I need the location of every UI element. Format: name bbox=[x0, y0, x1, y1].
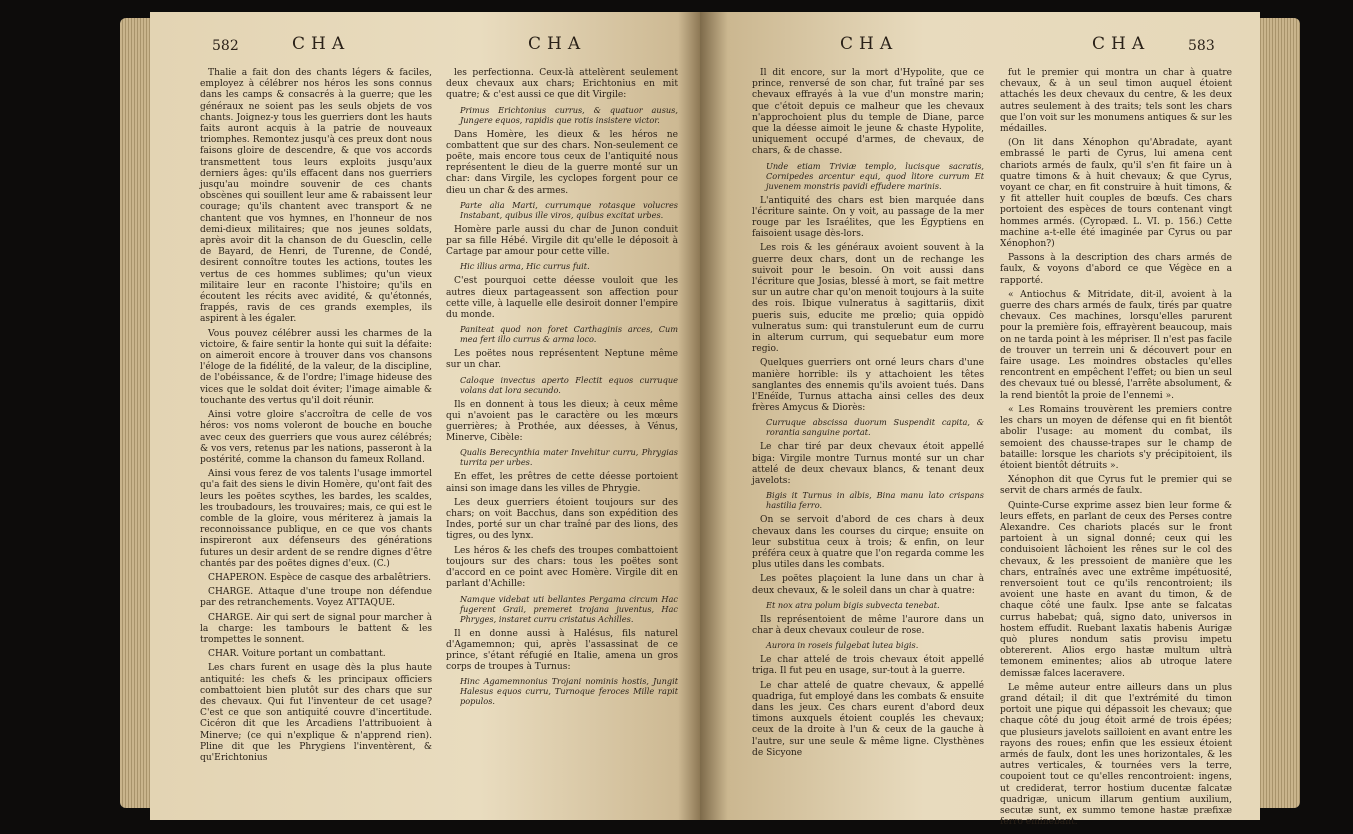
verse-quote: Parte alia Marti, currumque rotasque volucres Instabant, quibus ille viros, quibus excitat urbes. bbox=[460, 199, 678, 220]
paragraph: (On lit dans Xénophon qu'Abradate, ayant embrassé le parti de Cyrus, lui amena cent chariots armés de faulx, qu'il s'en fit faire un à quatre timons & à huit chevaux; & que Cyrus, voyant ce char, en fit construire à huit timons, & y fit atteller huit couples de bœufs. Ces chars portoient des espèces de tours contenant vingt hommes armés. (Cyropæd. L. VI. p. 156.) Cette machine a-t-elle été imaginée par Cyrus ou par Xénophon?) bbox=[1000, 138, 1232, 250]
page-number: 583 bbox=[1188, 38, 1215, 54]
running-header-left: CHA bbox=[840, 34, 899, 54]
running-header-right: CHA bbox=[528, 34, 587, 54]
paragraph: Le char attelé de quatre chevaux, & appellé quadriga, fut employé dans les combats & ensuite dans les jeux. Ces chars eurent d'abord deux timons auxquels étoient couplés les chevaux; ceux de la droite à l'un & ceux de la gauche à l'autre, sur une seule & même ligne. Clysthènes de Sicyone bbox=[752, 680, 984, 758]
text-column-1 bbox=[752, 68, 984, 808]
paragraph: Dans Homère, les dieux & les héros ne combattent que sur des chars. Non-seulement ce poëte, mais encore tous ceux de l'antiquité nous représentent le dieu de la guerre monté sur un char: dans Virgile, les cyclopes forgent pour ce dieu un char & des armes. bbox=[446, 129, 678, 196]
paragraph: L'antiquité des chars est bien marquée dans l'écriture sainte. On y voit, au passage de la mer rouge par les Israélites, que les Égyptiens en faisoient usage dès-lors. bbox=[752, 195, 984, 240]
paragraph: CHAR. Voiture portant un combattant. bbox=[208, 649, 386, 660]
paragraph: Ils représentoient de même l'aurore dans un char à deux chevaux couleur de rose. bbox=[752, 614, 984, 636]
verse-quote: Unde etiam Triviæ templo, lucisque sacratis, Cornipedes arcentur equi, quod litore currum Et juvenem monstris pavidi effudere marinis. bbox=[766, 160, 984, 191]
text-column-2 bbox=[446, 68, 678, 808]
paragraph: CHARGE. Air qui sert de signal pour marcher à la charge: les tambours le battent & les trompettes le sonnent. bbox=[200, 612, 432, 645]
paragraph: C'est pourquoi cette déesse vouloit que les autres dieux partageassent son affection pour cette ville, à laquelle elle desiroit donner l'empire du monde. bbox=[446, 276, 678, 321]
paragraph: CHAPERON. Espèce de casque des arbalêtriers. bbox=[208, 572, 432, 583]
paragraph: Les chars furent en usage dès la plus haute antiquité: les chefs & les principaux officiers combattoient bien plutôt sur des chars que sur des chevaux. Qui fut l'inventeur de cet usage? C'est ce que son antiquité couvre d'incertitude. Cicéron dit que les Arcadiens l'attribuoient à Minerve; (ce qui n'explique & n'apprend rien). Pline dit que les Phrygiens l'inventèrent, & qu'Erichtonius bbox=[200, 663, 432, 763]
verse-quote: Qualis Berecynthia mater Invehitur curru, Phrygias turrita per urbes. bbox=[460, 447, 678, 468]
paragraph: Homère parle aussi du char de Junon conduit par sa fille Hébé. Virgile dit qu'elle le déposoit à Cartage par amour pour cette ville. bbox=[446, 224, 678, 258]
paragraph: Ils en donnent à tous les dieux; à ceux même qui n'avoient pas le caractère ou les mœurs guerrières; à Prothée, aux déesses, à Vénus, Minerve, Cibèle: bbox=[446, 399, 678, 444]
paragraph: Ainsi vous ferez de vos talents l'usage immortel qu'a fait des siens le divin Homère, qu'ont fait des leurs les poëtes scythes, les bardes, les scaldes, les troubadours, les trouvaires; mais, ce qui est le comble de la gloire, vous mériterez à jamais la reconnoissance publique, en ce que vos chants inspireront aux défenseurs des générations futures un desir ardent de se rendre dignes d'être chantés par des poëtes dignes d'eux. (C.) bbox=[200, 469, 432, 569]
paragraph: Le char attelé de trois chevaux étoit appellé triga. Il fut peu en usage, sur-tout à la guerre. bbox=[752, 655, 984, 677]
verse-quote: Et nox atra polum bigis subvecta tenebat. bbox=[766, 599, 940, 610]
verse-quote: Bigis it Turnus in albis, Bina manu lato crispans hastilia ferro. bbox=[766, 490, 984, 511]
open-book bbox=[150, 12, 1260, 828]
paragraph: Passons à la description des chars armés de faulx, & voyons d'abord ce que Végèce en a rapporté. bbox=[1000, 253, 1232, 286]
paragraph: Thalie a fait don des chants légers & faciles, employez à célébrer nos héros les sons connus dans les camps & consacrés à la guerre; que les généraux ne soient pas les seuls objets de vos chants. Joignez-y tous les guerriers dont les hauts faits auront acquis à la patrie de nouveaux triomphes. Remontez jusqu'à ces preux dont nous faisons gloire de descendre, & que vos accords transmettent tous leurs exploits jusqu'aux derniers âges: qu'ils effacent dans nos guerriers jusqu'au moindre souvenir de ces chants obscènes qui souillent leur ame & rabaissent leur courage; qu'ils chantent avec transport & ne chantent que vos hymnes, en l'honneur de nos demi-dieux militaires; que nos jeunes soldats, après avoir dit la chanson de du Guesclin, celle de Bayard, de Henri, de Turenne, de Condé, desirent connoître toutes les actions, toutes les vertus de ces hommes sublimes; qu'un vieux militaire leur en raconte l'histoire; qu'ils en écoutent les récits avec avidité, & qu'étonnés, frappés, ravis de ces grands exemples, ils aspirent à les égaler. bbox=[200, 68, 432, 325]
paragraph: En effet, les prêtres de cette déesse portoient ainsi son image dans les villes de Phrygie. bbox=[446, 472, 678, 494]
verse-quote: Primus Erichtonius currus, & quatuor ausus, Jungere equos, rapidis que rotis insistere victor. bbox=[460, 104, 678, 125]
text-column-2 bbox=[1000, 68, 1232, 828]
paragraph: Les poëtes plaçoient la lune dans un char à deux chevaux, & le soleil dans un char à quatre: bbox=[752, 574, 984, 596]
paragraph: fut le premier qui montra un char à quatre chevaux, & à un seul timon auquel étoient attachés les deux chevaux du centre, & les deux autres seulement à des traits; tels sont les chars que l'on voit sur les monumens antiques & sur les médailles. bbox=[1000, 68, 1232, 135]
verse-quote: Paniteat quod non foret Carthaginis arces, Cum mea fert illo currus & arma loco. bbox=[460, 324, 678, 345]
paragraph: Le char tiré par deux chevaux étoit appellé biga: Virgile montre Turnus monté sur un char attelé de deux chevaux blancs, & tenant deux javelots: bbox=[752, 442, 984, 487]
verse-quote: Hinc Agamemnonius Trojani nominis hostis, Jungit Halesus equos curru, Turnoque feroces Mille rapit populos. bbox=[460, 676, 678, 707]
page-number: 582 bbox=[212, 38, 239, 54]
verse-quote: Caloque invectus aperto Flectit equos curruque volans dat lora secundo. bbox=[460, 374, 678, 395]
paragraph: Les poëtes nous représentent Neptune même sur un char. bbox=[446, 349, 678, 371]
paragraph: On se servoit d'abord de ces chars à deux chevaux dans les courses du cirque; ensuite on leur substitua ceux à trois; & enfin, on leur préféra ceux à quatre que l'on regarda comme les plus utiles dans les combats. bbox=[752, 515, 984, 571]
paragraph: les perfectionna. Ceux-là attelèrent seulement deux chevaux aux chars; Erichtonius en mit quatre; & c'est aussi ce que dit Virgile: bbox=[446, 68, 678, 101]
verse-quote: Aurora in roseis fulgebat lutea bigis. bbox=[766, 640, 919, 651]
running-header-left: CHA bbox=[292, 34, 351, 54]
paragraph: Les rois & les généraux avoient souvent à la guerre deux chars, dont un de rechange les suivoit pour le besoin. On voit aussi dans l'écriture que Josias, blessé à mort, se fait mettre sur un autre char qu'on menoit toujours à la suite des rois. Ibique vulneratus à sagittariis, dixit pueris suis, educite me prœlio; quia oppidò vulneratus sum: qui transtulerunt eum de curru in alterum currum, qui sequebatur eum more regio. bbox=[752, 243, 984, 355]
paragraph: « Antiochus & Mitridate, dit-il, avoient à la guerre des chars armés de faulx, tirés par quatre chevaux. Ces machines, lorsqu'elles parurent pour la première fois, effrayèrent beaucoup, mais on ne tarda point à les mépriser. Il n'est pas facile de trouver un terrein uni & découvert pour en faire usage. Les moindres obstacles qu'elles rencontrent en empêchent l'effet; ou bien un seul des chevaux tué ou blessé, l'arrête absolument, & la rend bientôt la proie de l'ennemi ». bbox=[1000, 289, 1232, 401]
paragraph: Les héros & les chefs des troupes combattoient toujours sur des chars: tous les poëtes sont d'accord en ce point avec Homère. Virgile dit en parlant d'Achille: bbox=[446, 545, 678, 590]
paragraph: CHARGE. Attaque d'une troupe non défendue par des retranchements. Voyez ATTAQUE. bbox=[200, 587, 432, 609]
verse-quote: Namque videbat uti bellantes Pergama circum Hac fugerent Graii, premeret trojana juventus, Hac Phryges, instaret curru cristatus Achilles. bbox=[460, 593, 678, 624]
paragraph: Il dit encore, sur la mort d'Hypolite, que ce prince, renversé de son char, fut traîné par ses chevaux effrayés à la vue d'un monstre marin; que c'étoit depuis ce malheur que les chevaux n'approchoient plus du temple de Diane, parce que la déesse aimoit le jeune & chaste Hypolite, uniquement occupé d'armes, de chevaux, de chars, & de chasse. bbox=[752, 68, 984, 157]
paragraph: Les deux guerriers étoient toujours sur des chars; on voit Bacchus, dans son expédition des Indes, porté sur un char traîné par des lions, des tigres, ou des lynx. bbox=[446, 497, 678, 542]
paragraph: Ainsi votre gloire s'accroîtra de celle de vos héros: vos noms voleront de bouche en bouche avec ceux des guerriers que vous aurez célébrés; & vos vers, retenus par les nations, passeront à la postérité, comme la chanson du fameux Rolland. bbox=[200, 410, 432, 465]
paragraph: Vous pouvez célébrer aussi les charmes de la victoire, & faire sentir la honte qui suit la défaite: on aimeroit encore à trouver dans vos chansons l'éloge de la fidélité, de la valeur, de la discipline, de l'obéissance, & de l'ordre; l'image hideuse des vices que le soldat doit éviter; l'image aimable & touchante des vertus qu'il doit réunir. bbox=[200, 328, 432, 406]
left-page bbox=[150, 12, 700, 820]
running-header-right: CHA bbox=[1092, 34, 1151, 54]
text-column-1 bbox=[200, 68, 432, 808]
verse-quote: Hic illius arma, Hic currus fuit. bbox=[460, 261, 590, 272]
paragraph: « Les Romains trouvèrent les premiers contre les chars un moyen de défense qui en fit bientôt abolir l'usage: au moment du combat, ils semoient des chausse-trapes sur le champ de bataille: lorsque les chariots s'y précipitoient, ils étoient bientôt détruits ». bbox=[1000, 404, 1232, 471]
paragraph: Xénophon dit que Cyrus fut le premier qui se servit de chars armés de faulx. bbox=[1000, 475, 1232, 497]
verse-quote: Curruque abscissa duorum Suspendit capita, & rorantia sanguine portat. bbox=[766, 417, 984, 438]
paragraph: Quinte-Curse exprime assez bien leur forme & leurs effets, en parlant de ceux des Perses contre Alexandre. Ces chariots placés sur le front partoient à un signal donné; ceux qui les conduisoient lâchoient les rênes sur le col des chevaux, & les pressoient de manière que les chars, entraînés avec une extrême impétuosité, renversoient tout ce qu'ils rencontroient; ils avoient une haste en avant du timon, & de chaque côté une faulx. Ipse ante se falcatas currus habebat; quâ, signo dato, universos in hostem effudit. Ruebant laxatis habenis Aurigæ quò plures nondum satis provisu impetu obtererent. Alios ergo hastæ multum ultrà temonem eminentes; alios ab utroque latere demissæ falces laceravere. bbox=[1000, 500, 1232, 679]
right-page bbox=[700, 12, 1260, 828]
paragraph: Il en donne aussi à Halésus, fils naturel d'Agamemnon; qui, après l'assassinat de ce prince, s'étant réfugié en Italie, amena un gros corps de troupes à Turnus: bbox=[446, 628, 678, 673]
paragraph: Le même auteur entre ailleurs dans un plus grand détail; il dit que l'extrémité du timon portoit une pique qui dépassoit les chevaux; que chaque côté du joug étoit armé de trois épées; que plusieurs javelots sailloient en avant entre les rayons des roues; enfin que les essieux étoient armés de faulx, dont les unes horizontales, & les autres verticales, & tournées vers la terre, coupoient tout ce qu'elles rencontroient: ingens, ut crediderat, terror hostium ducentæ falcatæ quadrigæ, unicum illarum gentium auxilium, secutæ sunt, ex summo temone hastæ præfixæ ferro eminebant. bbox=[1000, 682, 1232, 828]
paragraph: Quelques guerriers ont orné leurs chars d'une manière horrible: ils y attachoient les têtes sanglantes des ennemis qu'ils avoient tués. Dans l'Enéïde, Turnus attacha ainsi celles des deux frères Amycus & Diorès: bbox=[752, 358, 984, 414]
